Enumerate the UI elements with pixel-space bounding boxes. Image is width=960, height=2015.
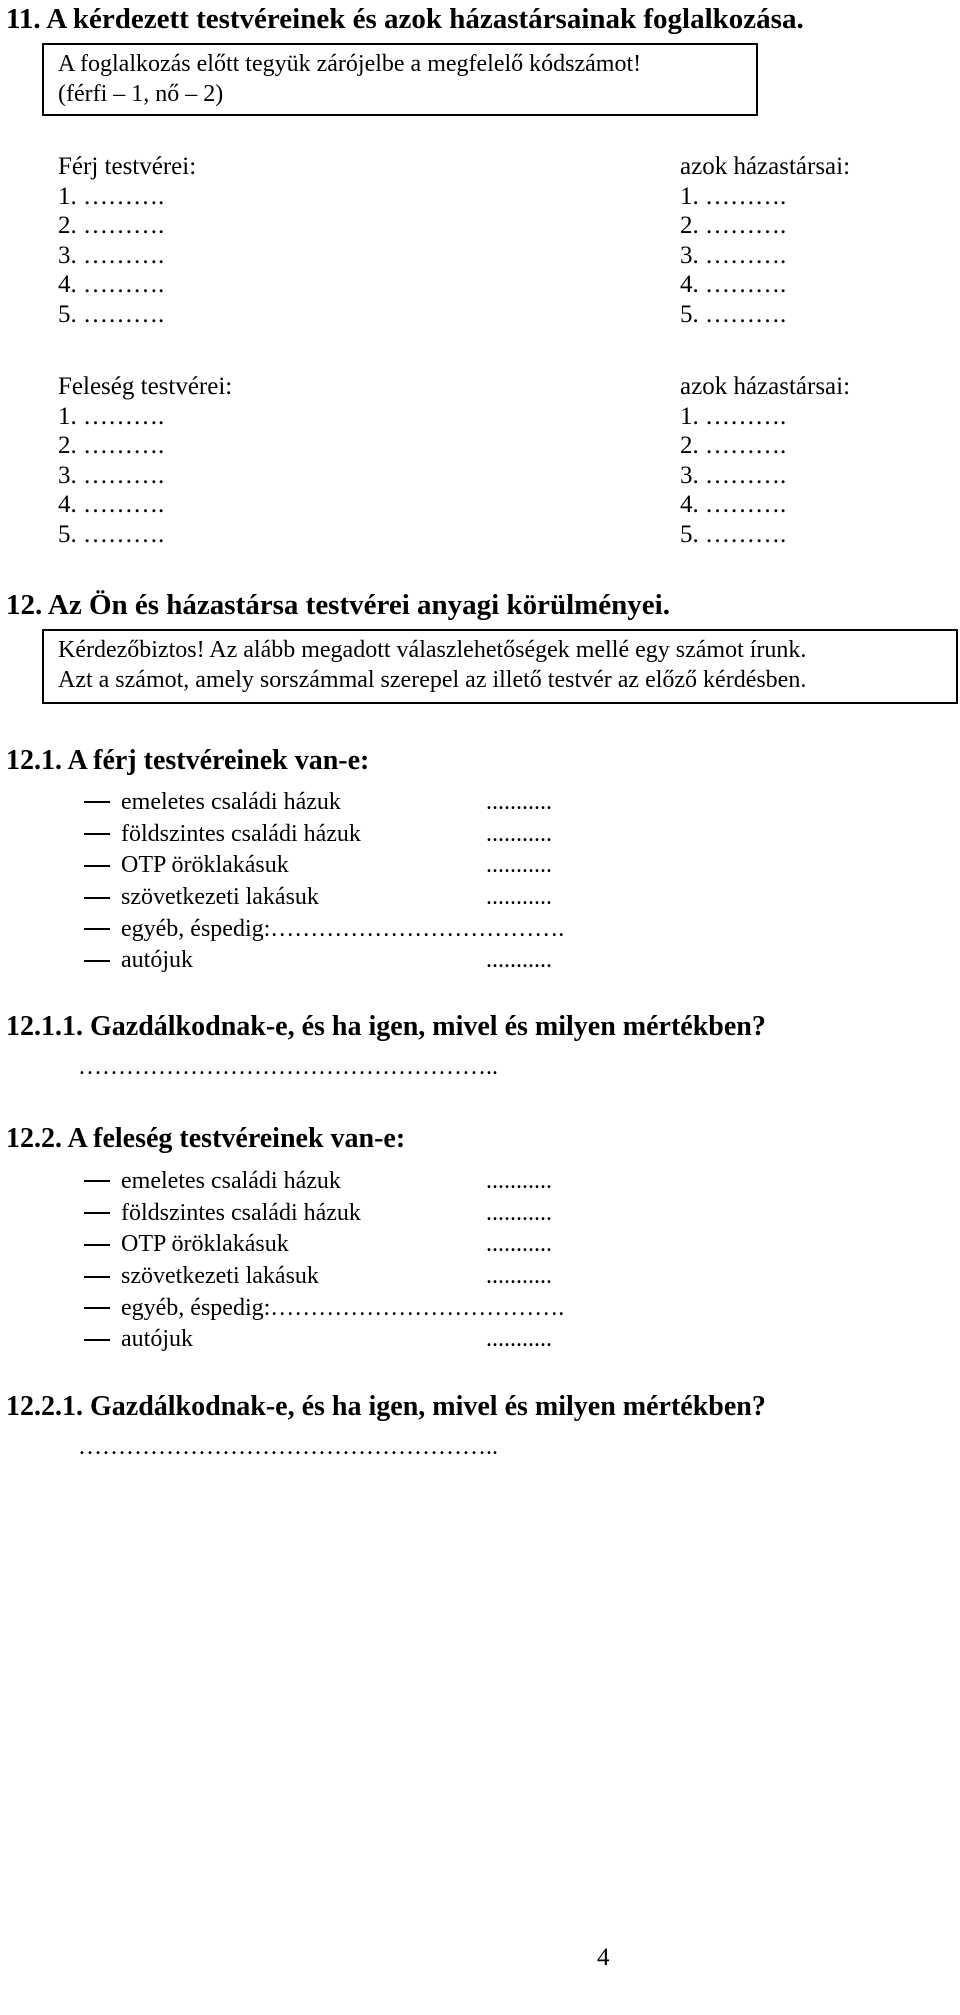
sibling-entry: 3. ……….: [58, 461, 165, 489]
dash-bullet: [84, 1212, 110, 1214]
q11-instruction-line: A foglalkozás előtt tegyük zárójelbe a megfelelő kódszámot!: [58, 51, 642, 77]
answer-slot[interactable]: ...........: [486, 1326, 552, 1353]
option-label: OTP öröklakásuk: [121, 1231, 289, 1258]
dash-bullet: [84, 928, 110, 930]
dash-bullet: [84, 865, 110, 867]
option-row: [84, 1293, 564, 1325]
option-label: OTP öröklakásuk: [121, 852, 289, 879]
husband-siblings-column: [58, 152, 196, 329]
dash-bullet: [84, 960, 110, 962]
wife-siblings-heading: Feleség testvérei:: [58, 373, 233, 400]
spouse-entry: 2. ……….: [680, 212, 787, 239]
sibling-entry: 4. ……….: [58, 491, 165, 518]
dash-bullet: [84, 1276, 110, 1278]
option-row: [84, 1166, 564, 1198]
q12-1-1-title: 12.1.1. Gazdálkodnak-e, és ha igen, mivel és milyen mértékben?: [6, 1011, 766, 1042]
option-label: autójuk: [121, 947, 193, 974]
answer-slot[interactable]: ...........: [486, 1231, 552, 1258]
q12-2-title: 12.2. A feleség testvéreinek van-e:: [6, 1123, 406, 1154]
answer-slot[interactable]: ...........: [486, 789, 552, 815]
q12-instruction-line: Azt a számot, amely sorszámmal szerepel az illető testvér az előző kérdésben.: [58, 667, 807, 693]
spouses-heading: azok házastársai:: [680, 373, 851, 400]
q12-title: 12. Az Ön és házastársa testvérei anyagi körülményei.: [6, 589, 670, 621]
dash-bullet: [84, 1244, 110, 1246]
option-row: [84, 1229, 564, 1261]
page-number: 4: [597, 1944, 610, 1971]
spouse-entry: 5. ……….: [680, 520, 787, 548]
spouse-entry: 4. ……….: [680, 491, 787, 518]
option-row: [84, 914, 564, 946]
spouse-entry: 1. ……….: [680, 182, 787, 210]
answer-slot[interactable]: ...........: [486, 884, 552, 911]
dash-bullet: [84, 1180, 110, 1182]
option-row: [84, 787, 564, 819]
spouse-entry: 2. ……….: [680, 432, 787, 459]
spouse-entry: 4. ……….: [680, 271, 787, 298]
answer-slot[interactable]: ...........: [486, 1168, 552, 1194]
husband-siblings-spouses-column: [680, 152, 850, 329]
wife-siblings-spouses-column: [680, 372, 850, 549]
q12-1-title: 12.1. A férj testvéreinek van-e:: [6, 745, 370, 776]
option-label: autójuk: [121, 1326, 193, 1353]
sibling-entry: 5. ……….: [58, 520, 165, 548]
q11-title: 11. A kérdezett testvéreinek és azok házastársainak foglalkozása.: [6, 3, 804, 35]
q12-instruction-line: Kérdezőbiztos! Az alább megadott válaszlehetőségek mellé egy számot írunk.: [58, 637, 807, 663]
q12-2-options: [84, 1166, 564, 1356]
sibling-entry: 2. ……….: [58, 432, 165, 459]
option-label: földszintes családi házuk: [121, 1199, 361, 1226]
option-row: [84, 1261, 564, 1293]
spouse-entry: 3. ……….: [680, 461, 787, 489]
option-label[interactable]: egyéb, éspedig:……………………………….: [121, 915, 565, 942]
option-label[interactable]: egyéb, éspedig:……………………………….: [121, 1294, 565, 1321]
answer-slot[interactable]: ...........: [486, 1199, 552, 1226]
option-row: [84, 850, 564, 882]
option-row: [84, 1198, 564, 1230]
sibling-entry: 2. ……….: [58, 212, 165, 239]
q12-1-1-answer-line[interactable]: ……………………………………………..: [78, 1054, 498, 1080]
q12-instruction-box: [42, 629, 958, 704]
option-label: emeletes családi házuk: [121, 789, 341, 815]
option-label: szövetkezeti lakásuk: [121, 884, 319, 911]
sibling-entry: 3. ……….: [58, 241, 165, 269]
sibling-entry: 5. ……….: [58, 300, 165, 328]
option-row: [84, 1324, 564, 1356]
spouse-entry: 3. ……….: [680, 241, 787, 269]
answer-slot[interactable]: ...........: [486, 820, 552, 847]
dash-bullet: [84, 801, 110, 803]
spouses-heading: azok házastársai:: [680, 153, 851, 180]
q12-2-1-title: 12.2.1. Gazdálkodnak-e, és ha igen, mivel és milyen mértékben?: [6, 1391, 766, 1422]
option-label: szövetkezeti lakásuk: [121, 1263, 319, 1290]
q12-1-options: [84, 787, 564, 977]
q11-instruction-box: [42, 43, 758, 116]
dash-bullet: [84, 1339, 110, 1341]
sibling-entry: 1. ……….: [58, 402, 165, 430]
q12-2-1-answer-line[interactable]: ……………………………………………..: [78, 1434, 498, 1460]
wife-siblings-column: [58, 372, 232, 549]
dash-bullet: [84, 897, 110, 899]
husband-siblings-heading: Férj testvérei:: [58, 153, 197, 180]
dash-bullet: [84, 1307, 110, 1309]
spouse-entry: 1. ……….: [680, 402, 787, 430]
option-row: [84, 819, 564, 851]
q11-instruction-line: (férfi – 1, nő – 2): [58, 81, 224, 107]
spouse-entry: 5. ……….: [680, 300, 787, 328]
option-row: [84, 882, 564, 914]
sibling-entry: 1. ……….: [58, 182, 165, 210]
option-row: [84, 945, 564, 977]
sibling-entry: 4. ……….: [58, 271, 165, 298]
option-label: földszintes családi házuk: [121, 820, 361, 847]
answer-slot[interactable]: ...........: [486, 852, 552, 879]
dash-bullet: [84, 833, 110, 835]
answer-slot[interactable]: ...........: [486, 1263, 552, 1290]
answer-slot[interactable]: ...........: [486, 947, 552, 974]
option-label: emeletes családi házuk: [121, 1168, 341, 1194]
